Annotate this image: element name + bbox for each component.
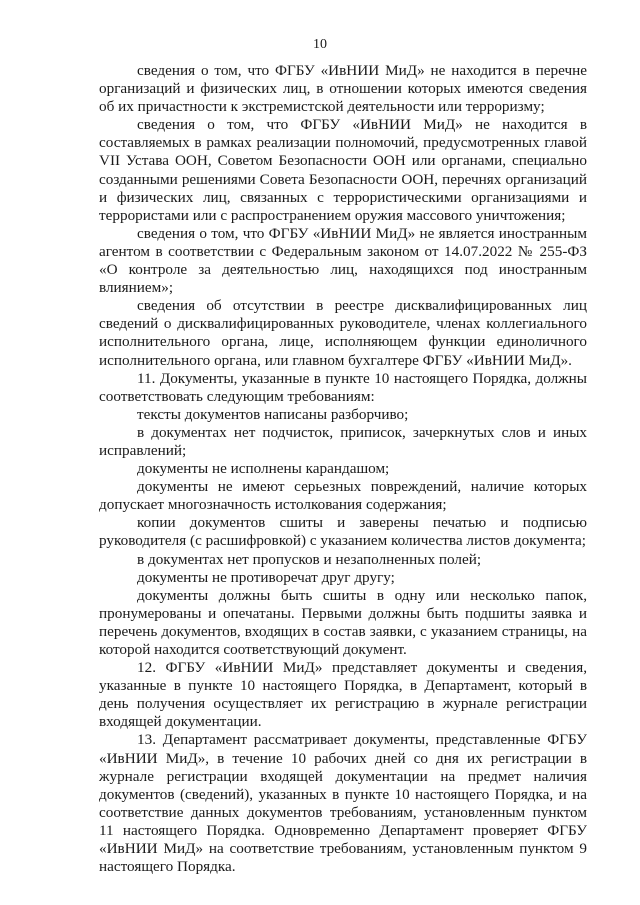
paragraph-item-12: 12. ФГБУ «ИвНИИ МиД» представляет документы и сведения, указанные в пункте 10 настоящего Порядка, в Департамент, который в день получения осуществляет их регистрацию в журнале регистрации входящей документации.: [99, 659, 587, 731]
paragraph-un-lists-info: сведения о том, что ФГБУ «ИвНИИ МиД» не находится в составляемых в рамках реализации полномочий, предусмотренных главой VII Устава ООН, Советом Безопасности ООН или органами, специально созданными решениями Совета Безопасности ООН, перечнях организаций и физических лиц, связанных с террористическими организациями и террористами или с распространением оружия массового уничтожения;: [99, 116, 587, 224]
requirement-no-damage: документы не имеют серьезных повреждений, наличие которых допускает многозначность истолкования содержания;: [99, 478, 587, 514]
page-number: 10: [313, 37, 327, 52]
paragraph-disqualified-persons-info: сведения об отсутствии в реестре дисквалифицированных лиц сведений о дисквалифицированных руководителе, членах коллегиального исполнительного органа, лице, исполняющем функции единоличного исполнительного органа, или главном бухгалтере ФГБУ «ИвНИИ МиД».: [99, 297, 587, 369]
paragraph-item-11: 11. Документы, указанные в пункте 10 настоящего Порядка, должны соответствовать следующим требованиям:: [99, 369, 587, 405]
requirement-no-pencil: документы не исполнены карандашом;: [137, 460, 390, 478]
requirement-bound-folders: документы должны быть сшиты в одну или несколько папок, пронумерованы и опечатаны. Первыми должны быть подшиты заявка и перечень документов, входящих в состав заявки, с указанием страницы, на которой находится соответствующий документ.: [99, 586, 587, 658]
paragraph-extremism-info: сведения о том, что ФГБУ «ИвНИИ МиД» не находится в перечне организаций и физических лиц, в отношении которых имеются сведения об их причастности к экстремистской деятельности или терроризму;: [99, 62, 587, 116]
requirement-copies-certified: копии документов сшиты и заверены печатью и подписью руководителя (с расшифровкой) с указанием количества листов документа;: [99, 514, 587, 550]
paragraph-item-13: 13. Департамент рассматривает документы, представленные ФГБУ «ИвНИИ МиД», в течение 10 рабочих дней со дня их регистрации в журнале регистрации входящей документации на предмет наличия документов (сведений), указанных в пункте 10 настоящего Порядка, и на соответствие данных документов требованиям, установленным пунктом 11 настоящего Порядка. Одновременно Департамент проверяет ФГБУ «ИвНИИ МиД» на соответствие требованиям, установленным пунктом 9 настоящего Порядка.: [99, 731, 587, 876]
requirement-no-gaps: в документах нет пропусков и незаполненных полей;: [137, 550, 482, 568]
document-body: [99, 62, 587, 876]
requirement-no-contradictions: документы не противоречат друг другу;: [137, 568, 395, 586]
requirement-legible: тексты документов написаны разборчиво;: [137, 405, 409, 423]
paragraph-foreign-agent-info: сведения о том, что ФГБУ «ИвНИИ МиД» не является иностранным агентом в соответствии с Федеральным законом от 14.07.2022 № 255-ФЗ «О контроле за деятельностью лиц, находящихся под иностранным влиянием»;: [99, 224, 587, 297]
requirement-no-corrections: в документах нет подчисток, приписок, зачеркнутых слов и иных исправлений;: [99, 423, 587, 459]
